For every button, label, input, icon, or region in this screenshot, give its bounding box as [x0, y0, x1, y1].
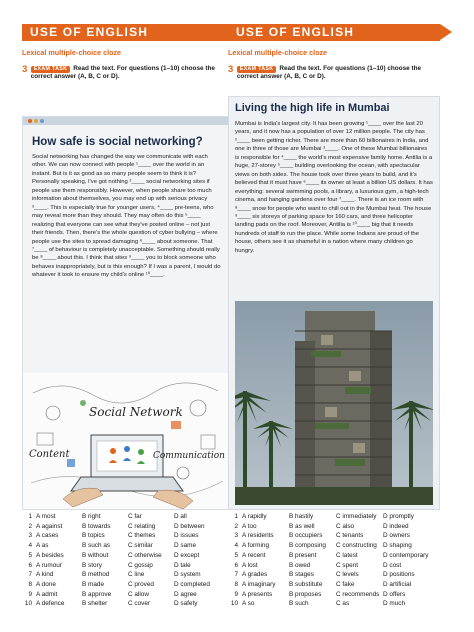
image-word-communication: Communication	[153, 451, 225, 461]
task-instruction-text: Read the text. For questions (1–10) choose the correct answer (A, B, C or D).	[30, 65, 215, 80]
answer-choice[interactable]: A presents	[242, 590, 273, 598]
use-of-english-banner: USE OF ENGLISH	[22, 24, 230, 41]
answer-choice[interactable]: B occupiers	[289, 532, 323, 540]
answer-choice[interactable]: D offers	[383, 590, 406, 598]
answer-choice[interactable]: D safety	[174, 600, 198, 608]
question-number: 5	[28, 551, 32, 559]
answer-choice[interactable]: B composing	[289, 542, 326, 550]
answer-choice[interactable]: C as	[336, 600, 350, 608]
question-number: 6	[28, 561, 32, 569]
option-row	[228, 531, 450, 541]
task-number-right: 3	[228, 64, 234, 75]
answer-choice[interactable]: B hastily	[289, 513, 314, 520]
answer-choice[interactable]: A rapidly	[242, 513, 267, 520]
task-instruction-text-right: Read the text. For questions (1–10) choose the correct answer (A, B, C or D).	[236, 65, 422, 80]
answer-choice[interactable]: D much	[383, 600, 406, 608]
answer-choice[interactable]: C recommends	[336, 590, 380, 598]
answer-choice[interactable]: C similar	[128, 542, 153, 550]
answer-choice[interactable]: A so	[242, 600, 255, 608]
option-row	[228, 561, 450, 571]
answer-choice[interactable]: C spent	[336, 561, 359, 569]
answer-choice[interactable]: C gossip	[128, 561, 153, 569]
option-row	[228, 590, 450, 600]
answer-choice[interactable]: A against	[36, 522, 63, 530]
answer-choice[interactable]: B without	[82, 551, 109, 559]
answer-choice[interactable]: D indeed	[383, 522, 409, 530]
answer-choice[interactable]: A admit	[36, 590, 58, 598]
option-row	[22, 570, 232, 580]
answer-choice[interactable]: D between	[174, 522, 205, 530]
answer-choice[interactable]: D agree	[174, 590, 197, 598]
answer-choice[interactable]: A residents	[242, 532, 274, 540]
answer-choice[interactable]: C tenants	[336, 532, 364, 540]
question-number: 7	[234, 571, 238, 579]
article-title-right: Living the high life in Mumbai	[235, 102, 390, 114]
answer-choice[interactable]: B as well	[289, 522, 315, 530]
answer-choice[interactable]: D except	[174, 551, 200, 559]
answer-choice[interactable]: B story	[82, 561, 102, 569]
answer-choice[interactable]: D positions	[383, 571, 415, 579]
answer-choice[interactable]: B substitute	[289, 580, 323, 588]
answer-choice[interactable]: A defence	[36, 600, 65, 608]
answer-choice[interactable]: C far	[128, 513, 142, 520]
building-graphic	[235, 301, 433, 505]
question-number: 2	[28, 522, 32, 530]
answer-choice[interactable]: D artificial	[383, 580, 412, 588]
option-row	[228, 512, 450, 522]
option-row	[228, 551, 450, 561]
answer-choice[interactable]: D issues	[174, 532, 199, 540]
answer-choice[interactable]: A lost	[242, 561, 258, 569]
answer-choice[interactable]: C cover	[128, 600, 151, 608]
section-subheading: Lexical multiple-choice cloze	[22, 48, 122, 57]
social-networking-article	[22, 116, 230, 510]
question-number: 1	[234, 513, 238, 520]
answer-choice[interactable]: C relating	[128, 522, 156, 530]
question-number: 5	[234, 551, 238, 559]
mumbai-article	[228, 96, 440, 510]
question-number: 10	[24, 600, 32, 608]
task-number: 3	[22, 64, 28, 75]
question-number: 9	[28, 590, 32, 598]
answer-choice[interactable]: D shaping	[383, 542, 412, 550]
browser-dot-icon	[34, 119, 38, 123]
article-title: How safe is social networking?	[32, 136, 203, 148]
answer-choice[interactable]: A done	[36, 580, 56, 588]
option-row	[22, 590, 232, 600]
browser-dot-icon	[28, 119, 32, 123]
social-network-illustration	[23, 373, 229, 509]
answer-choice[interactable]: D contemporary	[383, 551, 429, 559]
exam-task-instruction-right	[228, 65, 440, 81]
question-number: 10	[230, 600, 238, 608]
question-number: 8	[234, 580, 238, 588]
answer-choice[interactable]: B stages	[289, 571, 314, 579]
social-network-graphic	[23, 373, 229, 509]
question-number: 8	[28, 580, 32, 588]
answer-choice[interactable]: B topics	[82, 532, 105, 540]
answer-choice[interactable]: B made	[82, 580, 105, 588]
question-number: 7	[28, 571, 32, 579]
answer-choice[interactable]: A cases	[36, 532, 59, 540]
answer-choice[interactable]: D completed	[174, 580, 210, 588]
answer-choice[interactable]: A too	[242, 522, 257, 530]
answer-choice[interactable]: C levels	[336, 571, 359, 579]
answer-choice[interactable]: C otherwise	[128, 551, 162, 559]
answer-choice[interactable]: A most	[36, 513, 56, 520]
option-row	[22, 551, 232, 561]
answer-choice[interactable]: C themes	[128, 532, 156, 540]
question-number: 3	[28, 532, 32, 540]
option-row	[228, 580, 450, 590]
answer-choice[interactable]: A rumour	[36, 561, 62, 569]
question-number: 2	[234, 522, 238, 530]
browser-dot-icon	[40, 119, 44, 123]
answer-choice[interactable]: D tale	[174, 561, 191, 569]
question-number: 4	[234, 542, 238, 550]
answer-choice[interactable]: C immediately	[336, 513, 377, 520]
image-word-content: Content	[29, 449, 70, 460]
image-word-social-network: Social Network	[89, 405, 183, 419]
answer-choice[interactable]: A imaginary	[242, 580, 276, 588]
right-answer-options	[228, 512, 450, 609]
question-number: 9	[234, 590, 238, 598]
answer-choice[interactable]: B approve	[82, 590, 112, 598]
left-answer-options	[22, 512, 232, 609]
option-row	[228, 570, 450, 580]
question-number: 1	[28, 513, 32, 520]
option-row	[22, 522, 232, 532]
answer-choice[interactable]: C proved	[128, 580, 154, 588]
answer-choice[interactable]: B such	[289, 600, 309, 608]
option-row	[22, 561, 232, 571]
answer-choice[interactable]: B right	[82, 513, 101, 520]
question-number: 4	[28, 542, 32, 550]
answer-choice[interactable]: C latest	[336, 551, 358, 559]
answer-choice[interactable]: D same	[174, 542, 197, 550]
option-row	[22, 580, 232, 590]
answer-choice[interactable]: B shelter	[82, 600, 108, 608]
answer-choice[interactable]: D cost	[383, 561, 402, 569]
article-body-right: Mumbai is India's largest city. It has been growing ¹____ over the last 20 years, and it now has a population of over 12 million people. The city has ²____ been getting richer. There are more than 60 billionaires in India, and one in three of those are Mumbai ³____. One of these Mumbai billionaires is responsible for ⁴____ the world's most expensive family home. Antilia is a huge, 27-storey ⁵____ building overlooking the ocean, with spectacular views on both sides. The house took over three years to build, and it's believed that it must have ⁶____ its owner at least a billion US dollars. It has everything: several swimming pools, a library, a luxurious gym, a high-tech cinema, and hanging gardens over four ⁷____. There is an ice room with ⁸____ snow for people who want to chill out in the Mumbai heat. The house ⁹____ six storeys of parking space for 160 cars, and three helicopter landing pads on the roof. Moreover, Antilia is ¹⁰____ big that it needs hundreds of staff to run the place. While some Indians are proud of the house, others see it as shameful in a nation where many children go hungry.	[235, 121, 433, 254]
answer-choice[interactable]: A forming	[242, 542, 269, 550]
answer-choice[interactable]: D system	[174, 571, 201, 579]
option-row	[22, 599, 232, 609]
answer-choice[interactable]: C fake	[336, 580, 355, 588]
use-of-english-banner-right: USE OF ENGLISH	[228, 24, 440, 41]
answer-choice[interactable]: C constructing	[336, 542, 377, 550]
article-body: Social networking has changed the way we communicate with each other. We can now connect with people ¹____ over the world in an instant. But is it as good as so many people seem to think it is? Personally speaking, I've got nothing ²____ social networking sites if people use them responsibly. However, when people share too much information about themselves, you may end up with serious privacy ³____. This is especially true for younger users, ⁴____ pre-teens, who may reveal more than they should. They may often do this ⁵____ realizing that everyone can see what they've posted online – not just their friends. Then, there's the whole question of cyber bullying – where people use the sites to spread damaging ⁶____ about someone. That ⁷____ of behaviour is completely unacceptable. Something should really be ⁸____ about this. I think that sites ⁹____ you to block someone who behaves inappropriately, but is this enough? If I was a parent, I would do whatever it took to ensure my child's online ¹⁰____.	[32, 154, 221, 279]
answer-choice[interactable]: C also	[336, 522, 355, 530]
option-row	[22, 541, 232, 551]
answer-choice[interactable]: C allow	[128, 590, 149, 598]
browser-bar	[23, 117, 229, 125]
question-number: 6	[234, 561, 238, 569]
answer-choice[interactable]: A grades	[242, 571, 268, 579]
answer-choice[interactable]: B present	[289, 551, 317, 559]
answer-choice[interactable]: B such as	[82, 542, 111, 550]
answer-choice[interactable]: D all	[174, 513, 187, 520]
right-column-header	[228, 24, 440, 81]
question-number: 3	[234, 532, 238, 540]
option-row	[22, 512, 232, 522]
answer-choice[interactable]: A kind	[36, 571, 54, 579]
answer-choice[interactable]: A recent	[242, 551, 266, 559]
task-instruction-wrapper	[31, 65, 230, 81]
answer-choice[interactable]: B proposes	[289, 590, 322, 598]
section-subheading-right: Lexical multiple-choice cloze	[228, 48, 328, 57]
answer-choice[interactable]: A besides	[36, 551, 64, 559]
option-row	[228, 522, 450, 532]
option-row	[228, 599, 450, 609]
task-instruction-wrapper-right	[237, 65, 440, 81]
exam-task-badge-right: EXAM TASK	[237, 66, 277, 73]
answer-choice[interactable]: D promptly	[383, 513, 414, 520]
exam-task-badge: EXAM TASK	[31, 66, 71, 73]
answer-choice[interactable]: D owners	[383, 532, 410, 540]
answer-choice[interactable]: C line	[128, 571, 145, 579]
answer-choice[interactable]: B owed	[289, 561, 311, 569]
answer-choice[interactable]: B towards	[82, 522, 111, 530]
antilia-building-photo	[235, 301, 433, 505]
exam-task-instruction	[22, 65, 230, 81]
left-column-header	[22, 24, 230, 81]
answer-choice[interactable]: B method	[82, 571, 110, 579]
answer-choice[interactable]: A as	[36, 542, 49, 550]
option-row	[228, 541, 450, 551]
option-row	[22, 531, 232, 541]
